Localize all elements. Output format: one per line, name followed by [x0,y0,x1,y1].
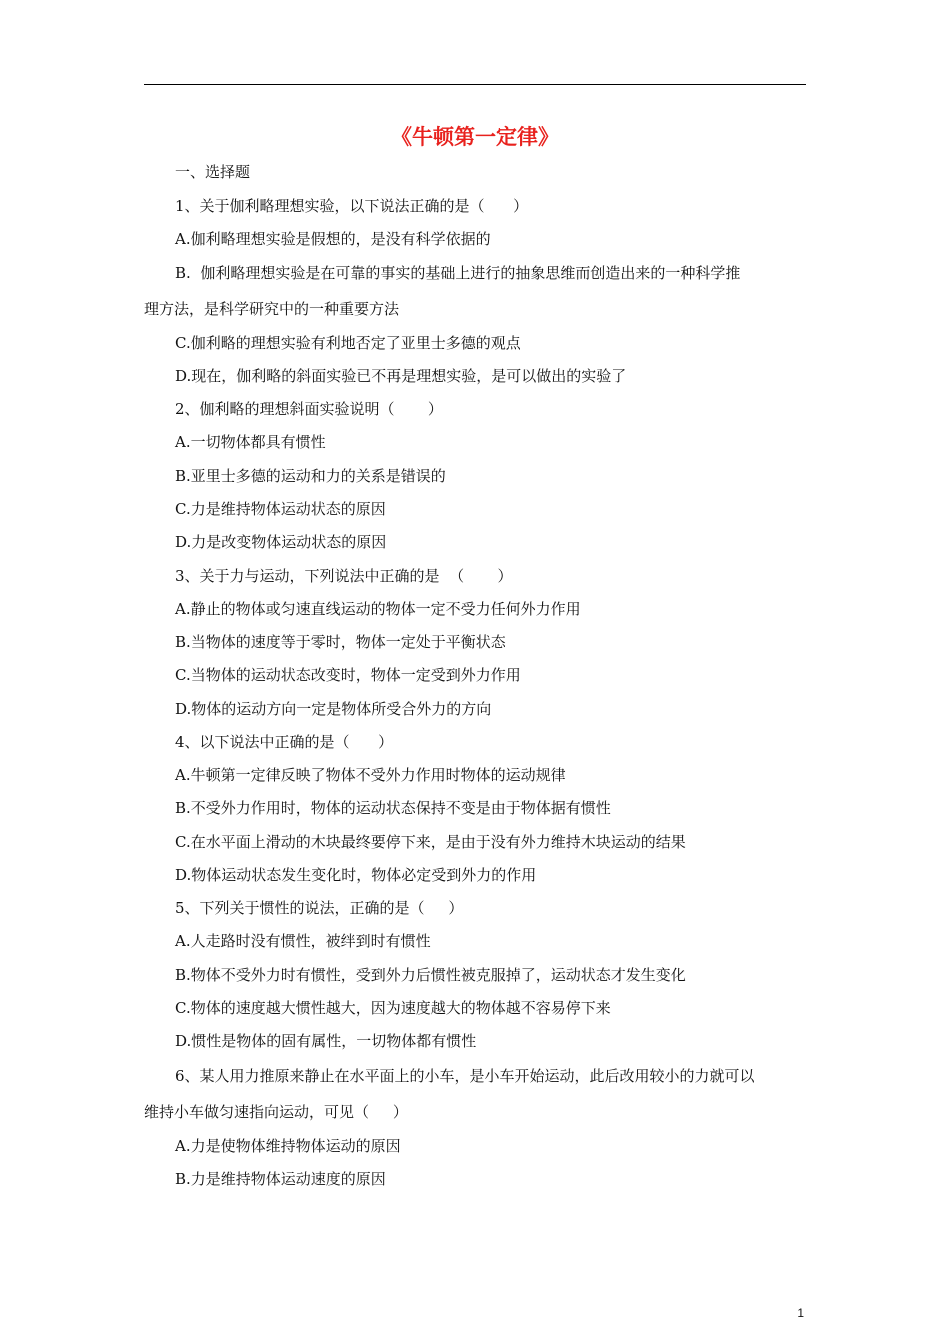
question-5-option-c: C.物体的速度越大惯性越大，因为速度越大的物体越不容易停下来 [175,999,611,1017]
question-2-option-d: D.力是改变物体运动状态的原因 [175,533,387,551]
question-2-option-c: C.力是维持物体运动状态的原因 [175,500,386,518]
question-4-option-d: D.物体运动状态发生变化时，物体必定受到外力的作用 [175,866,537,884]
question-4-option-b: B.不受外力作用时，物体的运动状态保持不变是由于物体据有惯性 [175,799,611,817]
question-4-option-c: C.在水平面上滑动的木块最终要停下来，是由于没有外力维持木块运动的结果 [175,833,686,851]
section-heading: 一、选择题 [175,163,251,181]
question-2-option-a: A.一切物体都具有惯性 [175,433,326,451]
question-3-option-b: B.当物体的速度等于零时，物体一定处于平衡状态 [175,633,506,651]
question-5-option-a: A.人走路时没有惯性，被绊到时有惯性 [175,932,431,950]
question-1-option-b-continued: 理方法，是科学研究中的一种重要方法 [144,300,400,318]
question-1-option-c: C.伽利略的理想实验有利地否定了亚里士多德的观点 [175,334,521,352]
question-3-option-c: C.当物体的运动状态改变时，物体一定受到外力作用 [175,666,521,684]
page-number: 1 [797,1306,804,1320]
question-1-option-b: B. 伽利略理想实验是在可靠的事实的基础上进行的抽象思维而创造出来的一种科学推 [175,264,741,282]
question-2-option-b: B.亚里士多德的运动和力的关系是错误的 [175,467,446,485]
question-3: 3、关于力与运动，下列说法中正确的是 （ ） [175,567,513,585]
question-4-option-a: A.牛顿第一定律反映了物体不受外力作用时物体的运动规律 [175,766,566,784]
question-2: 2、伽利略的理想斜面实验说明（ ） [175,400,443,418]
question-3-option-d: D.物体的运动方向一定是物体所受合外力的方向 [175,700,492,718]
question-4: 4、以下说法中正确的是（ ） [175,733,394,751]
question-1-option-d: D.现在，伽利略的斜面实验已不再是理想实验，是可以做出的实验了 [175,367,627,385]
question-5: 5、下列关于惯性的说法，正确的是（ ） [175,899,464,917]
question-6: 6、某人用力推原来静止在水平面上的小车，是小车开始运动，此后改用较小的力就可以 [175,1067,755,1085]
question-5-option-b: B.物体不受外力时有惯性，受到外力后惯性被克服掉了，运动状态才发生变化 [175,966,686,984]
question-1: 1、关于伽利略理想实验，以下说法正确的是（ ） [175,197,529,215]
header-rule [144,84,806,85]
question-6-continued: 维持小车做匀速指向运动，可见（ ） [144,1103,408,1121]
question-3-option-a: A.静止的物体或匀速直线运动的物体一定不受力任何外力作用 [175,600,581,618]
question-5-option-d: D.惯性是物体的固有属性，一切物体都有惯性 [175,1032,477,1050]
question-1-option-a: A.伽利略理想实验是假想的，是没有科学依据的 [175,230,491,248]
question-6-option-a: A.力是使物体维持物体运动的原因 [175,1137,401,1155]
question-6-option-b: B.力是维持物体运动速度的原因 [175,1170,386,1188]
page-title: 《牛顿第一定律》 [391,125,559,149]
